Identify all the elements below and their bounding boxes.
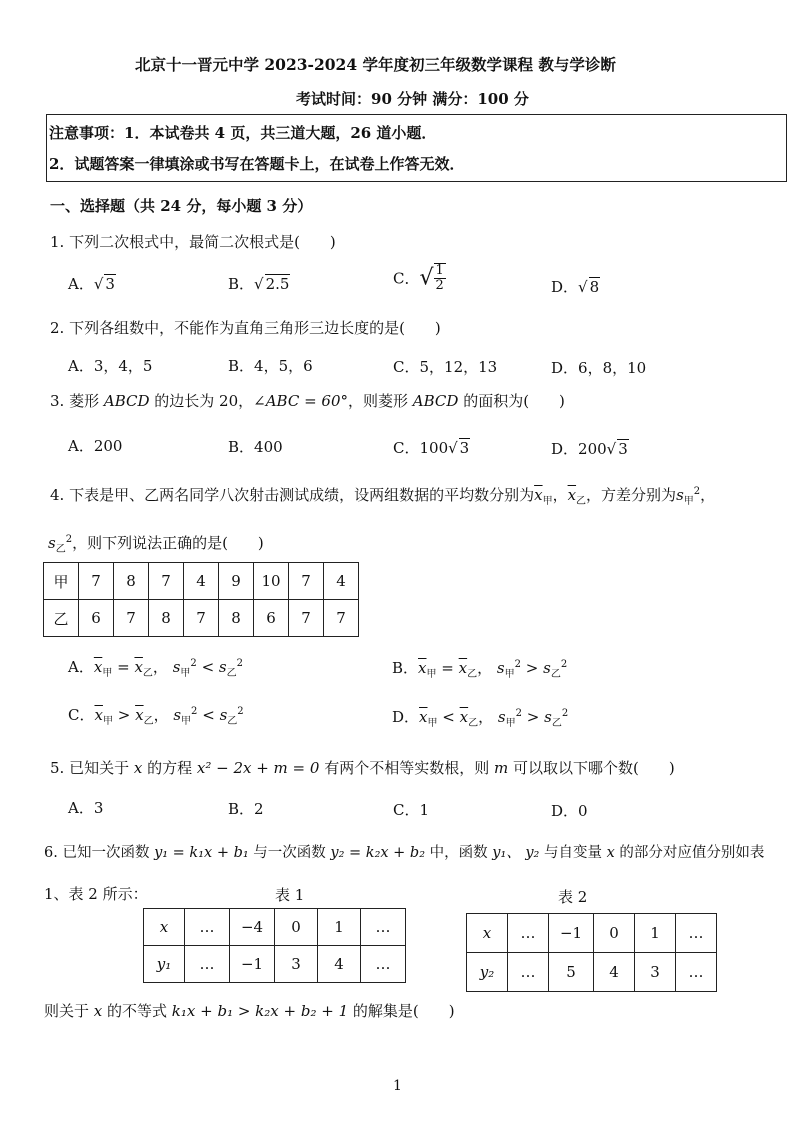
table-cell: 10 bbox=[254, 563, 289, 600]
q4-option-b: B．$\overline{x}_甲 = \overline{x}_乙$， $s_甲^2 > s_乙^2$ bbox=[392, 659, 568, 680]
q5-option-d: D．0 bbox=[551, 802, 588, 820]
q4-option-d: D．$\overline{x}_甲 < \overline{x}_乙$， $s_甲^2 > s_乙^2$ bbox=[392, 708, 569, 729]
table-cell: 甲 bbox=[44, 563, 79, 600]
table-row bbox=[44, 600, 359, 637]
table-cell: 3 bbox=[635, 953, 676, 992]
table-cell: … bbox=[361, 946, 406, 983]
q1-option-c: C．√ $\frac{1}{2}$ bbox=[393, 263, 444, 293]
q3-option-a: A．200 bbox=[68, 437, 123, 455]
table-row bbox=[44, 563, 359, 600]
table-cell: −1 bbox=[549, 914, 594, 953]
q4-stem-line2: $s_乙^2$，则下列说法正确的是( ) bbox=[48, 534, 264, 555]
q5-option-c: C．1 bbox=[393, 801, 430, 819]
table-cell: 7 bbox=[114, 600, 149, 637]
table-cell: −1 bbox=[230, 946, 275, 983]
table-cell: … bbox=[185, 946, 230, 983]
table-cell: 4 bbox=[184, 563, 219, 600]
table-cell: 5 bbox=[549, 953, 594, 992]
q4-option-a: A．$\overline{x}_甲 = \overline{x}_乙$， $s_甲^2 < s_乙^2$ bbox=[68, 658, 243, 679]
table-cell: … bbox=[361, 909, 406, 946]
table-cell: 1 bbox=[318, 909, 361, 946]
table2-caption: 表 2 bbox=[558, 888, 588, 906]
table-cell: 4 bbox=[594, 953, 635, 992]
q2-stem: 2. 下列各组数中，不能作为直角三角形三边长度的是( ) bbox=[50, 319, 441, 337]
table-row bbox=[144, 946, 406, 983]
table-cell: 7 bbox=[149, 563, 184, 600]
table-cell: 0 bbox=[275, 909, 318, 946]
table1-caption: 表 1 bbox=[275, 886, 305, 904]
notice-box bbox=[46, 114, 787, 182]
table-cell: 1 bbox=[635, 914, 676, 953]
table-cell: 7 bbox=[324, 600, 359, 637]
notice-line-1: 注意事项：1．本试卷共 4 页，共三道大题，26 道小题． bbox=[49, 124, 437, 142]
q3-stem: 3. 菱形 ABCD 的边长为 20，∠ABC = 60°，则菱形 ABCD 的面积为( ) bbox=[50, 392, 565, 410]
section-heading: 一、选择题（共 24 分，每小题 3 分） bbox=[50, 197, 313, 215]
table-row bbox=[467, 914, 717, 953]
q6-stem: 6. 已知一次函数 y₁ = k₁x + b₁ 与一次函数 y₂ = k₂x + b₂ 中，函数 y₁、 y₂ 与自变量 x 的部分对应值分别如表 bbox=[44, 845, 765, 861]
q2-option-c: C．5，12，13 bbox=[393, 358, 498, 376]
q3-option-b: B．400 bbox=[228, 438, 283, 456]
table-cell: … bbox=[185, 909, 230, 946]
table-cell: y₁ bbox=[144, 946, 185, 983]
q6-stem-line2: 1、表 2 所示： bbox=[44, 885, 148, 903]
q2-option-d: D．6，8，10 bbox=[551, 359, 647, 377]
q4-score-table bbox=[43, 562, 359, 637]
table-cell: 6 bbox=[79, 600, 114, 637]
q1-option-a: A．√ 3 bbox=[68, 275, 115, 293]
q6-table-2 bbox=[466, 913, 717, 992]
table-cell: −4 bbox=[230, 909, 275, 946]
table-cell: 4 bbox=[318, 946, 361, 983]
table-cell: … bbox=[676, 914, 717, 953]
page-number: 1 bbox=[393, 1078, 402, 1094]
table-cell: … bbox=[508, 953, 549, 992]
table-cell: 8 bbox=[219, 600, 254, 637]
table-cell: … bbox=[676, 953, 717, 992]
page-title: 北京十一晋元中学 2023-2024 学年度初三年级数学课程 教与学诊断 bbox=[135, 55, 616, 74]
table-cell: x bbox=[467, 914, 508, 953]
table-cell: 7 bbox=[289, 563, 324, 600]
table-cell: … bbox=[508, 914, 549, 953]
q6-table-1 bbox=[143, 908, 406, 983]
exam-info: 考试时间：90 分钟 满分：100 分 bbox=[296, 90, 529, 108]
table-cell: 9 bbox=[219, 563, 254, 600]
notice-line-2: 2．试题答案一律填涂或书写在答题卡上，在试卷上作答无效． bbox=[49, 155, 465, 173]
q6-question: 则关于 x 的不等式 k₁x + b₁ > k₂x + b₂ + 1 的解集是( ) bbox=[44, 1002, 455, 1020]
table-row bbox=[467, 953, 717, 992]
table-cell: 0 bbox=[594, 914, 635, 953]
q4-option-c: C．$\overline{x}_甲 > \overline{x}_乙$， $s_甲^2 < s_乙^2$ bbox=[68, 706, 244, 727]
q1-option-b: B．√ 2.5 bbox=[228, 275, 290, 293]
table-cell: x bbox=[144, 909, 185, 946]
q2-option-b: B．4，5，6 bbox=[228, 357, 313, 375]
q3-option-c: C．100√ 3 bbox=[393, 439, 470, 457]
q5-option-a: A．3 bbox=[68, 799, 104, 817]
table-cell: 8 bbox=[114, 563, 149, 600]
table-cell: 4 bbox=[324, 563, 359, 600]
q5-stem: 5. 已知关于 x 的方程 x² − 2x + m = 0 有两个不相等实数根，则 m 可以取以下哪个数( ) bbox=[50, 759, 675, 777]
table-row bbox=[144, 909, 406, 946]
table-cell: 7 bbox=[289, 600, 324, 637]
q3-option-d: D．200√ 3 bbox=[551, 440, 628, 458]
table-cell: y₂ bbox=[467, 953, 508, 992]
q1-stem: 1. 下列二次根式中，最简二次根式是( ) bbox=[50, 233, 336, 251]
q2-option-a: A．3，4，5 bbox=[68, 357, 153, 375]
table-cell: 8 bbox=[149, 600, 184, 637]
table-cell: 乙 bbox=[44, 600, 79, 637]
q1-option-d: D．√ 8 bbox=[551, 278, 600, 296]
q4-stem-line1: 4. 下表是甲、乙两名同学八次射击测试成绩，设两组数据的平均数分别为$\overline{x}_甲$，$\overline{x}_乙$，方差分别为$s_甲^2$， bbox=[50, 486, 716, 507]
table-cell: 7 bbox=[184, 600, 219, 637]
table-cell: 6 bbox=[254, 600, 289, 637]
table-cell: 7 bbox=[79, 563, 114, 600]
table-cell: 3 bbox=[275, 946, 318, 983]
q5-option-b: B．2 bbox=[228, 800, 264, 818]
